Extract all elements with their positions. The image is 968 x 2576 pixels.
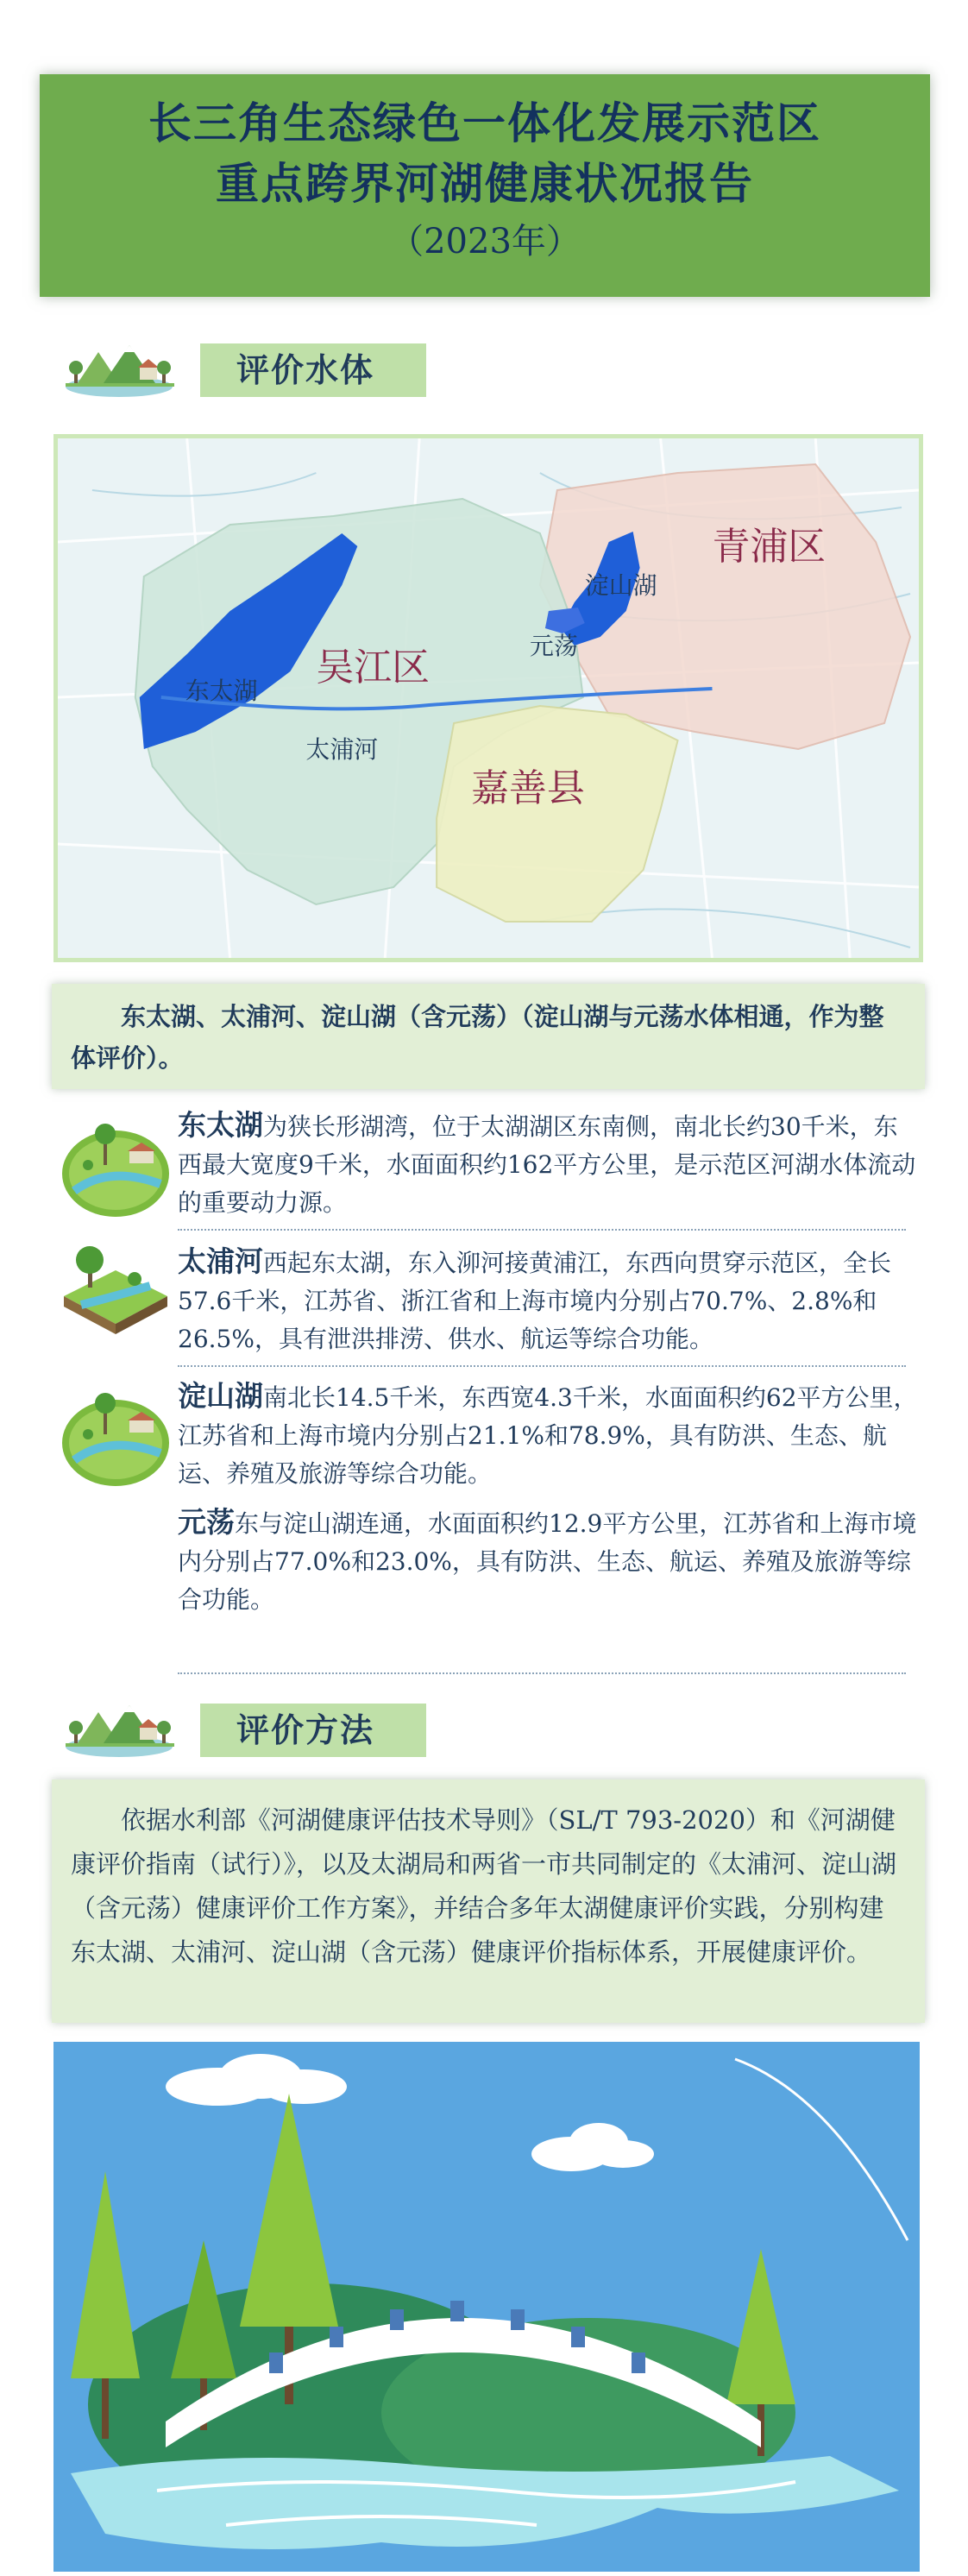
divider-3 [178,1672,906,1674]
river-landscape-icon [55,1244,176,1339]
park-icon [57,1374,174,1495]
method-description: 依据水利部《河湖健康评估技术导则》（SL/T 793-2020）和《河湖健康评价指南（试行）》，以及太湖局和两省一市共同制定的《太浦河、淀山湖（含元荡）健康评价工作方案》，并结合多年太湖健康评价实践，分别构建东太湖、太浦河、淀山湖（含元荡）健康评价指标体系，开展健康评价。 [52,1779,925,2023]
lake-scene-icon [60,1693,181,1762]
water-body-note-text: 东太湖、太浦河、淀山湖（含元荡）（淀山湖与元荡水体相通，作为整体评价）。 [71,1002,884,1073]
map-label-jiashan: 嘉善县 [471,766,585,810]
entry-dongtai [178,1106,921,1222]
entry-text-taipu: 西起东太湖，东入泖河接黄浦江，东西向贯穿示范区，全长57.6千米，江苏省、浙江省和上海市境内分别占70.7%、2.8%和26.5%，具有泄洪排涝、供水、航运等综合功能。 [178,1249,892,1353]
entry-text-dongtai: 为狭长形湖湾，位于太湖湖区东南侧，南北长约30千米，东西最大宽度9千米，水面面积约162平方公里，是示范区河湖水体流动的重要动力源。 [178,1112,916,1217]
water-body-note [52,984,925,1089]
report-title-box [40,74,930,297]
divider-2 [178,1365,906,1367]
map-label-taipu: 太浦河 [305,735,379,764]
divider-1 [178,1229,906,1231]
section-header-water-body [60,333,449,402]
map-label-qingpu: 青浦区 [712,525,827,569]
entry-name-yuandang: 元荡 [178,1505,235,1539]
park-icon [57,1105,174,1225]
entry-name-dongtai: 东太湖 [178,1108,263,1142]
entry-yuandang [178,1503,921,1619]
entry-name-taipu: 太浦河 [178,1244,263,1278]
entry-name-dianshan: 淀山湖 [178,1379,263,1413]
entry-taipu [178,1243,921,1358]
entry-text-dianshan: 南北长14.5千米，东西宽4.3千米，水面面积约62平方公里，江苏省和上海市境内分别占21.1%和78.9%，具有防洪、生态、航运、养殖及旅游等综合功能。 [178,1383,918,1488]
entry-text-yuandang: 东与淀山湖连通，水面面积约12.9平方公里，江苏省和上海市境内分别占77.0%和23.0%，具有防洪、生态、航运、养殖及旅游等综合功能。 [178,1509,917,1614]
map-label-yuandang: 元荡 [529,632,578,660]
section-header-method [60,1693,449,1762]
section-label-method: 评价方法 [200,1704,426,1757]
title-line-2: 重点跨界河湖健康状况报告 [216,159,754,209]
map-label-dongtai: 东太湖 [185,677,258,705]
lake-scene-icon [60,333,181,402]
region-map [53,434,923,962]
illustration-bridge [53,2042,920,2572]
title-line-1: 长三角生态绿色一体化发展示范区 [148,98,821,148]
entry-dianshan [178,1377,921,1493]
section-label-water-body: 评价水体 [200,343,426,397]
title-year: （2023年） [389,222,581,261]
map-label-dianshan: 淀山湖 [584,571,657,600]
map-label-wujiang: 吴江区 [316,646,431,690]
